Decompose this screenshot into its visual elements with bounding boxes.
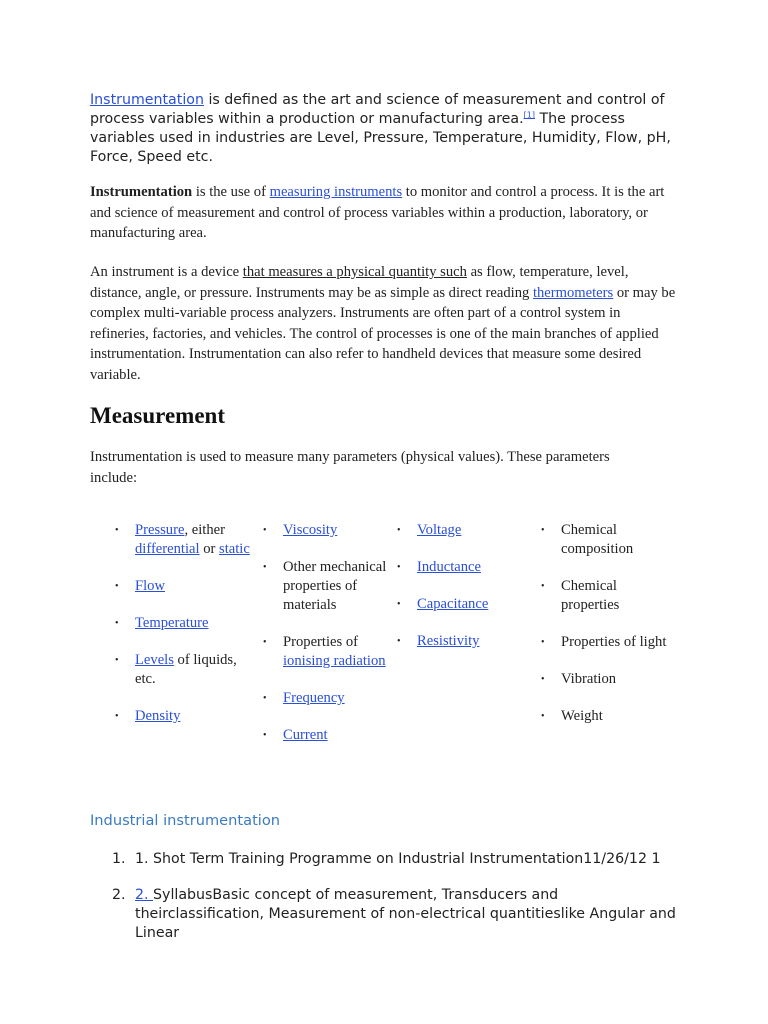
bullet: • <box>115 525 119 536</box>
measurement-intro: Instrumentation is used to measure many parameters (physical values). These parameters include: <box>90 449 610 486</box>
list-number: 1. <box>112 851 126 867</box>
bullet: • <box>541 581 545 592</box>
measurement-heading: Measurement <box>90 403 225 428</box>
parameter-list-col-4 <box>541 521 671 744</box>
bullet: • <box>397 636 401 647</box>
bullet: • <box>263 562 267 573</box>
voltage-link[interactable]: Voltage <box>417 522 462 538</box>
light-properties-text: Properties of light <box>561 634 667 650</box>
list-item <box>263 633 393 671</box>
list-item <box>397 595 527 614</box>
parameter-list-col-2 <box>263 521 393 763</box>
intro-text-1: is defined as the art and science of measurement and control of process variables within a production or manufacturing area. <box>90 92 665 127</box>
frequency-link[interactable]: Frequency <box>283 690 345 706</box>
pressure-text-1: , either <box>184 522 225 538</box>
levels-link[interactable]: Levels <box>135 652 174 668</box>
bullet: • <box>263 637 267 648</box>
temperature-link[interactable]: Temperature <box>135 615 209 631</box>
instrument-text-1: An instrument is a device <box>90 264 243 280</box>
intro-paragraph <box>90 91 680 167</box>
list-item <box>541 577 671 615</box>
density-link[interactable]: Density <box>135 708 181 724</box>
levels-text: of liquids, etc. <box>135 652 237 687</box>
instrument-text-3: or may be complex multi-variable process analyzers. Instruments are often part of a control system in refineries, factories, and vehicles. The control of processes is one of the main branches of applied instrumentation. Instrumentation can also refer to handheld devices that measure some desired variable. <box>90 284 676 383</box>
list-item <box>263 689 393 708</box>
ionising-radiation-link[interactable]: ionising radiation <box>283 653 386 669</box>
instrument-paragraph <box>90 262 680 385</box>
list-item <box>541 633 671 652</box>
bullet: • <box>541 711 545 722</box>
inductance-link[interactable]: Inductance <box>417 559 482 575</box>
list-item <box>115 707 250 726</box>
list-item <box>263 558 393 615</box>
pressure-link[interactable]: Pressure <box>135 522 185 538</box>
syllabus-link[interactable]: 2. <box>135 887 154 903</box>
parameter-list-col-3 <box>397 521 527 669</box>
list-item <box>541 670 671 689</box>
chemical-composition-text: Chemical composition <box>561 522 634 557</box>
instrument-underlined-text: that measures a physical quantity such <box>242 264 467 280</box>
intro-text-2: The process variables used in industries are Level, Pressure, Temperature, Humidity, Flow, pH, Force, Speed etc. <box>90 111 671 165</box>
list-item <box>115 577 250 596</box>
parameter-list-col-1 <box>115 521 250 744</box>
bullet: • <box>397 525 401 536</box>
weight-text: Weight <box>561 708 603 724</box>
flow-link[interactable]: Flow <box>135 578 166 594</box>
definition-text-2: to monitor and control a process. It is the art and science of measurement and control of process variables within a production, laboratory, or manufacturing area. <box>90 184 665 241</box>
static-link[interactable]: static <box>219 541 250 557</box>
bullet: • <box>397 599 401 610</box>
list-item-text: 1. Shot Term Training Programme on Industrial Instrumentation11/26/12 1 <box>135 851 661 867</box>
differential-link[interactable]: differential <box>135 541 200 557</box>
list-item <box>397 632 527 651</box>
definition-term: Instrumentation <box>90 184 193 200</box>
bullet: • <box>263 730 267 741</box>
bullet: • <box>115 581 119 592</box>
pressure-text-2: or <box>199 541 220 557</box>
current-link[interactable]: Current <box>283 727 328 743</box>
definition-paragraph <box>90 182 675 244</box>
list-item <box>90 886 690 943</box>
capacitance-link[interactable]: Capacitance <box>417 596 489 612</box>
list-item <box>263 726 393 745</box>
bullet: • <box>541 674 545 685</box>
bullet: • <box>397 562 401 573</box>
mechanical-properties-text: Other mechanical properties of materials <box>283 559 387 613</box>
list-item <box>115 614 250 633</box>
ionising-text: Properties of <box>283 634 358 650</box>
definition-text-1: is the use of <box>192 184 270 200</box>
bullet: • <box>115 618 119 629</box>
list-item <box>397 521 527 540</box>
list-item <box>115 521 250 559</box>
list-item <box>115 651 250 689</box>
list-item <box>541 521 671 559</box>
industrial-heading: Industrial instrumentation <box>90 812 281 829</box>
list-item <box>397 558 527 577</box>
industrial-list <box>90 850 690 960</box>
list-item <box>90 850 690 869</box>
vibration-text: Vibration <box>561 671 617 687</box>
list-number: 2. <box>112 887 126 903</box>
bullet: • <box>541 637 545 648</box>
list-item <box>541 707 671 726</box>
thermometers-link[interactable]: thermometers <box>532 284 614 301</box>
bullet: • <box>263 693 267 704</box>
chemical-properties-text: Chemical properties <box>561 578 620 613</box>
bullet: • <box>541 525 545 536</box>
viscosity-link[interactable]: Viscosity <box>283 522 338 538</box>
list-item-text: SyllabusBasic concept of measurement, Transducers and theirclassification, Measurement of non-electrical quantitieslike Angular and Linear <box>135 887 676 941</box>
bullet: • <box>115 711 119 722</box>
bullet: • <box>115 655 119 666</box>
instrument-text-2: as flow, temperature, level, distance, angle, or pressure. Instruments may be as simple as direct reading <box>90 264 629 301</box>
resistivity-link[interactable]: Resistivity <box>417 633 480 649</box>
bullet: • <box>263 525 267 536</box>
instrumentation-link[interactable]: Instrumentation <box>90 92 204 108</box>
list-item <box>263 521 393 540</box>
reference-link[interactable]: [1] <box>523 110 535 120</box>
measuring-instruments-link[interactable]: measuring instruments <box>269 184 403 200</box>
